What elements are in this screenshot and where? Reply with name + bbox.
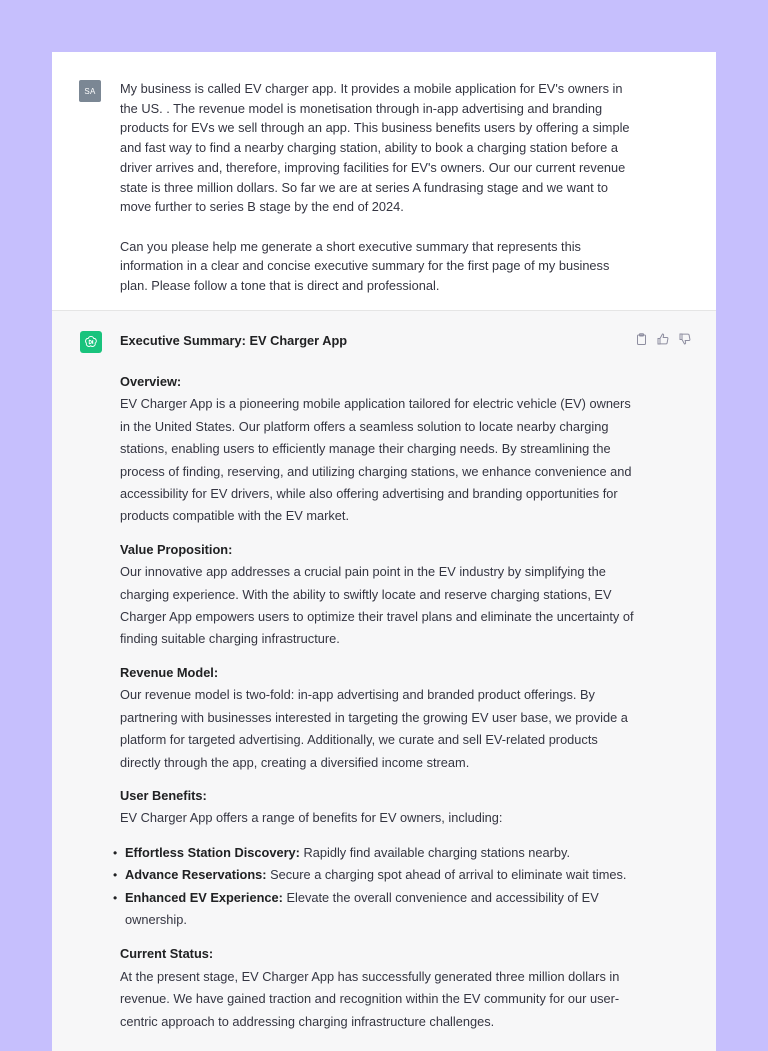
user-paragraph-1: My business is called EV charger app. It provides a mobile application for EV's owners in the US. . The revenue model is monetisation through in-app advertising and branding products for EVs we sell through an app. This business benefits users by offering a simple and fast way to find a nearby charging station, ability to book a charging station before a driver arrives and, therefore, improving facilities for EV's owners. Our our current revenue state is three million dollars. So far we are at series A fundrasing stage and we want to move further to series B stage by the end of 2024. xyxy=(120,81,630,215)
revenue-section xyxy=(120,662,635,774)
value-title: Value Proposition: xyxy=(120,541,233,557)
benefit-text: Secure a charging spot ahead of arrival to eliminate wait times. xyxy=(266,867,627,883)
benefits-intro: EV Charger App offers a range of benefits for EV owners, including: xyxy=(120,810,503,826)
revenue-text: Our revenue model is two-fold: in-app advertising and branded product offerings. By partnering with businesses interested in targeting the growing EV user base, we provide a platform for targeted advertising. Additionally, we curate and sell EV-related products directly through the app, creating a diversified income stream. xyxy=(120,687,628,770)
user-message-text xyxy=(120,79,640,296)
benefit-text: Elevate the overall convenience and accessibility of EV ownership. xyxy=(125,889,599,927)
overview-section xyxy=(120,371,635,528)
user-message xyxy=(52,52,716,311)
revenue-title: Revenue Model: xyxy=(120,664,219,680)
benefit-label: Effortless Station Discovery: xyxy=(125,844,300,860)
overview-title: Overview: xyxy=(120,374,182,389)
chat-card xyxy=(52,52,716,1051)
openai-logo-icon xyxy=(80,331,102,353)
benefits-section xyxy=(120,785,635,931)
list-item xyxy=(120,864,635,886)
status-text: At the present stage, EV Charger App has successfully generated three million dollars in revenue. We have gained traction and recognition within the EV community for our user-centric approach to addressing charging infrastructure challenges. xyxy=(120,968,620,1029)
status-section xyxy=(120,943,635,1033)
list-item xyxy=(120,842,635,864)
benefit-label: Enhanced EV Experience: xyxy=(125,889,283,905)
thumbs-up-icon[interactable] xyxy=(656,332,670,346)
status-title: Current Status: xyxy=(120,946,214,962)
value-section xyxy=(120,539,635,651)
benefit-label: Advance Reservations: xyxy=(125,867,267,883)
thumbs-down-icon[interactable] xyxy=(678,332,692,346)
user-avatar: SA xyxy=(79,80,101,102)
benefit-text: Rapidly find available charging stations nearby. xyxy=(299,844,571,860)
feedback-bar xyxy=(634,332,692,346)
assistant-message xyxy=(52,311,716,1051)
clipboard-icon[interactable] xyxy=(634,332,648,346)
benefits-title: User Benefits: xyxy=(120,787,207,803)
user-paragraph-2: Can you please help me generate a short executive summary that represents this information in a clear and concise executive summary for the first page of my business plan. Please follow a tone that is direct and professional. xyxy=(120,238,610,294)
list-item xyxy=(120,887,635,932)
benefits-list xyxy=(120,842,635,932)
assistant-message-text xyxy=(120,371,635,1044)
overview-text: EV Charger App is a pioneering mobile application tailored for electric vehicle (EV) owners in the United States. Our platform offers a seamless solution to locate nearby charging stations, enabling users to efficiently manage their charging needs. By streamlining the process of finding, reserving, and utilizing charging stations, we enhance convenience and accessibility for EV drivers, while also offering advertising and branding opportunities for products compatible with the EV market. xyxy=(120,396,632,524)
assistant-title: Executive Summary: EV Charger App xyxy=(120,333,348,348)
value-text: Our innovative app addresses a crucial pain point in the EV industry by simplifying the charging experience. With the ability to swiftly locate and reserve charging stations, EV Charger App empowers users to optimize their travel plans and eliminate the uncertainty of finding suitable charging infrastructure. xyxy=(120,564,634,647)
